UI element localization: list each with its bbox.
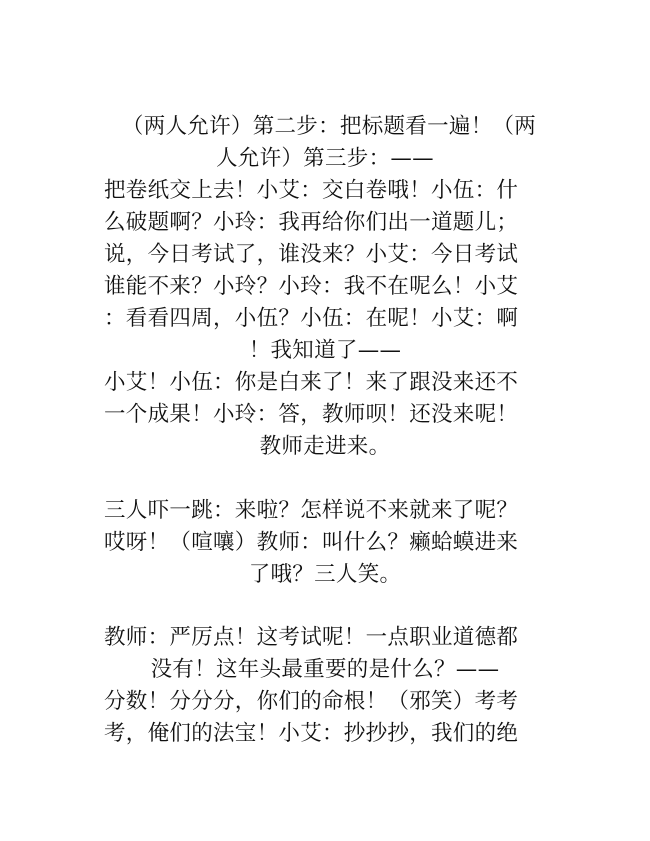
- text-line-1: （两人允许）第二步：把标题看一遍！（两: [121, 114, 537, 139]
- text-line-12: 三人吓一跳：来啦？怎样说不来就来了呢？: [104, 498, 519, 523]
- text-line-8: ！我知道了——: [248, 338, 402, 363]
- text-line-7: ：看看四周，小伍？小伍：在呢！小艾：啊: [104, 306, 519, 331]
- text-line-13: 哎呀！（喧嚷）教师：叫什么？癞蛤蟆进来: [104, 530, 519, 555]
- text-line-2: 人允许）第三步：——: [215, 146, 434, 171]
- text-line-4: 么破题啊？小玲：我再给你们出一道题儿；: [104, 210, 519, 235]
- text-line-10: 一个成果！小玲：答，教师呗！还没来呢！: [104, 402, 519, 427]
- text-line-17: 分数！分分分，你们的命根！（邪笑）考考: [104, 689, 519, 714]
- text-line-5: 说，今日考试了，谁没来？小艾：今日考试: [104, 242, 519, 267]
- text-line-14: 了哦？三人笑。: [248, 562, 402, 587]
- text-line-18: 考，俺们的法宝！小艾：抄抄抄，我们的绝: [104, 721, 519, 746]
- text-line-11: 教师走进来。: [259, 434, 391, 459]
- text-line-9: 小艾！小伍：你是白来了！来了跟没来还不: [104, 370, 519, 395]
- text-line-3: 把卷纸交上去！小艾：交白卷哦！小伍：什: [104, 178, 519, 203]
- text-line-15: 教师：严厉点！这考试呢！一点职业道德都: [104, 625, 519, 650]
- text-line-16: 没有！这年头最重要的是什么？——: [150, 657, 500, 682]
- text-line-6: 谁能不来？小玲？小玲：我不在呢么！小艾: [104, 274, 519, 299]
